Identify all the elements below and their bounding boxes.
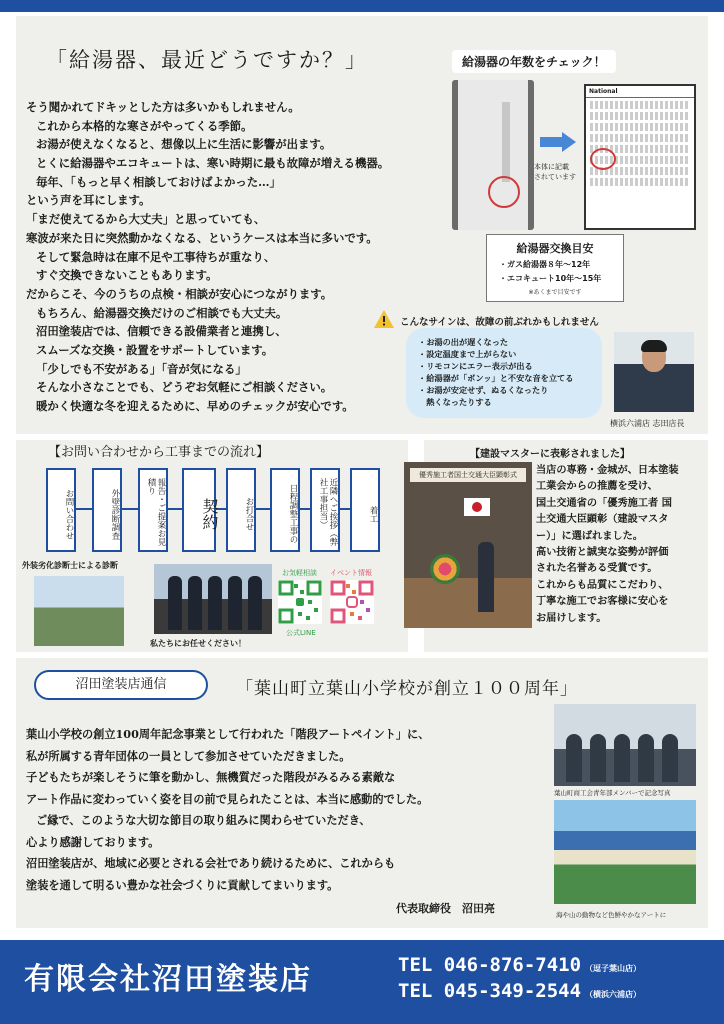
master-line: 高い技術と誠実な姿勢が評価 (536, 546, 669, 559)
stair-art-photo (554, 800, 696, 904)
staff-caption: 横浜六浦店 志田店長 (610, 419, 685, 428)
school-line: 葉山小学校の創立100周年記念事業として行われた「階段アートペイント」に、 (26, 727, 430, 741)
qr-line-top-label: お気軽相談 (282, 569, 317, 577)
school-line: 沼田塗装店が、地域に必要とされる会社であり続けるために、これからも (26, 856, 396, 870)
award-banner: 優秀施工者国土交通大臣顕彰式 (410, 468, 526, 482)
group-photo-caption: 葉山町商工会青年部メンバーで記念写真 (554, 789, 671, 797)
group-member (614, 734, 630, 782)
intro-line: すぐ交換できないこともあります。 (36, 268, 218, 283)
flow-step: 外壁診断調査 (92, 468, 122, 552)
sign-item: ・給湯器が「ボンッ」と不安な音を立てる (418, 373, 574, 383)
label-row (590, 178, 690, 186)
phone-yokohama[interactable] (398, 980, 641, 1002)
flow-step: 近隣へご挨拶（弊社工事担当） (310, 468, 340, 552)
group-member (638, 734, 654, 782)
label-brand: National (586, 86, 694, 98)
highlight-circle (590, 148, 616, 170)
intro-line: 寒波が来た日に突然動かなくなる、というケースは本当に多いです。 (26, 230, 378, 245)
phone-number[interactable]: TEL 045-349-2544 (398, 980, 582, 1002)
intro-line: スムーズな交換・設置をサポートしています。 (36, 342, 274, 357)
team-member (208, 576, 222, 630)
rating-label-photo (584, 84, 696, 230)
arrow-right-icon (540, 132, 576, 152)
phone-zushi[interactable] (398, 954, 641, 976)
guide-item: ・ガス給湯器８年〜12年 (499, 260, 591, 269)
group-member (662, 734, 678, 782)
qr-line-bottom-label: 公式LINE (286, 629, 316, 637)
footer (0, 940, 724, 1024)
team-member (188, 576, 202, 630)
signs-list (406, 328, 602, 418)
school-line: 私が所属する青年団体の一員として参加させていただきました。 (26, 748, 351, 763)
top-accent-bar (0, 0, 724, 12)
master-line: お届けします。 (536, 611, 607, 624)
staff-photo (614, 332, 694, 412)
replacement-guide (486, 234, 624, 302)
team-member (228, 576, 242, 630)
warning-icon (374, 310, 394, 328)
staff-hair (641, 340, 667, 352)
signature: 代表取締役 沼田亮 (396, 902, 495, 915)
intro-line: 「まだ使えてるから大丈夫」と思っていても、 (26, 212, 266, 227)
label-row (590, 101, 690, 109)
team-caption: 私たちにお任せください！ (150, 638, 246, 648)
flower-arrangement (430, 554, 460, 584)
group-member (590, 734, 606, 782)
label-row (590, 134, 690, 142)
school-title: 「葉山町立葉山小学校が創立１００周年」 (236, 679, 578, 699)
flow-step: 契約 (182, 468, 216, 552)
guide-title: 給湯器交換目安 (516, 242, 594, 255)
team-photo (154, 564, 272, 634)
diagnosis-photo (34, 576, 124, 646)
sign-item: ・お湯の出が遅くなった (418, 337, 509, 347)
sign-item: ・リモコンにエラー表示が出る (418, 361, 533, 371)
school-line: 心より感謝しております。 (26, 834, 160, 849)
intro-line: もちろん、給湯器交換だけのご相談でも大丈夫。 (36, 305, 288, 320)
award-photo (404, 462, 532, 628)
arrow-note: 本体に記載 されています (534, 163, 576, 181)
group-member (566, 734, 582, 782)
award-recipient (478, 542, 494, 612)
flow-step: 報告・ご提案お見積り (138, 468, 168, 552)
master-line: 国土交通省の「優秀施工者 国 (536, 496, 672, 509)
label-row (590, 123, 690, 131)
school-line: 子どもたちが楽しそうに筆を動かし、無機質だった階段がみるみる素敵な (26, 770, 396, 784)
tsushin-label: 沼田塗装店通信 (34, 670, 208, 700)
school-line: アート作品に変わっていく姿を目の前で見られたことは、本当に感動的でした。 (26, 791, 429, 806)
highlight-circle (488, 176, 520, 208)
flow-title: 【お問い合わせから工事までの流れ】 (48, 445, 270, 460)
master-line: された名誉ある受賞です。 (536, 562, 658, 575)
school-line: 塗装を通して明るい豊かな社会づくりに貢献してまいります。 (26, 877, 339, 892)
intro-line: 沼田塗装店では、信頼できる設備業者と連携し、 (36, 324, 287, 339)
intro-line: だからこそ、今のうちの点検・相談が安心につながります。 (26, 286, 333, 301)
intro-line: そう聞かれてドキッとした方は多いかもしれません。 (26, 100, 300, 114)
guide-note: ※あくまで目安です (528, 289, 582, 296)
master-line: ー）」に選ばれました。 (536, 529, 643, 542)
intro-body (26, 98, 436, 416)
heater-panel (502, 102, 510, 182)
label-row (590, 112, 690, 120)
group-photo (554, 704, 696, 786)
intro-line: という声を耳にします。 (26, 193, 151, 208)
stair-art-caption: 海や山の動物など色鮮やかなアートに (556, 911, 667, 919)
intro-line: これから本格的な寒さがやってくる季節。 (36, 118, 253, 133)
branch-tag: （横浜六浦店） (585, 990, 642, 999)
flow-steps (46, 468, 380, 552)
master-line: 土交通大臣顕彰（建設マスタ (536, 513, 669, 526)
master-body (536, 462, 704, 626)
phone-number[interactable]: TEL 046-876-7410 (398, 954, 582, 976)
intro-line: 「少しでも不安がある」「音が気になる」 (36, 361, 247, 376)
water-heater-photo (452, 80, 534, 230)
branch-tag: （逗子葉山店） (585, 964, 642, 973)
team-member (168, 576, 182, 630)
intro-line: そんな小さなことでも、どうぞお気軽にご相談ください。 (36, 380, 333, 395)
intro-line: そして緊急時は在庫不足や工事待ちが重なり、 (36, 249, 276, 264)
sign-item: ・お湯が安定せず、ぬるくなったり (418, 385, 549, 395)
intro-line: とくに給湯器やエコキュートは、寒い時期に最も故障が増える機器。 (36, 156, 390, 171)
master-line: 丁寧な施工でお客様に安心を (536, 595, 669, 608)
master-line: 当店の専務・金城が、日本塗装 (536, 464, 679, 476)
guide-item: ・エコキュート10年〜15年 (499, 274, 602, 283)
signs-title: こんなサインは、故障の前ぶれかもしれません (400, 317, 599, 328)
check-age-badge: 給湯器の年数をチェック！ (452, 50, 616, 73)
master-title: 【建設マスターに表彰されました】 (470, 449, 630, 460)
japan-flag-icon (464, 498, 490, 516)
intro-title: 「給湯器、最近どうですか？」 (46, 48, 368, 72)
line-qr-icon[interactable] (278, 580, 322, 624)
flow-step: 日程調整工事の (270, 468, 300, 552)
flow-step: お問い合わせ (46, 468, 76, 552)
team-member (248, 576, 262, 630)
school-line: ご縁で、このような大切な節目の取り組みに関わらせていただき、 (36, 813, 371, 827)
qr-insta-top-label: イベント情報 (330, 569, 372, 577)
intro-line: 暖かく快適な冬を迎えるために、早めのチェックが安心です。 (36, 399, 354, 413)
intro-line: 毎年、「もっと早く相談しておけばよかった…」 (36, 174, 281, 189)
flow-step: 着工 (350, 468, 380, 552)
master-line: 工業会からの推薦を受け、 (536, 480, 658, 493)
flow-step: お打合せ (226, 468, 256, 552)
instagram-qr-icon[interactable] (330, 580, 374, 624)
sign-item: 熱くなったりする (418, 397, 492, 407)
sign-item: ・設定温度まで上がらない (418, 349, 517, 359)
company-name: 有限会社沼田塗装店 (24, 962, 312, 997)
intro-line: お湯が使えなくなると、想像以上に生活に影響が出ます。 (36, 137, 332, 152)
school-body (26, 724, 546, 896)
diagnosis-caption: 外装劣化診断士による診断 (22, 560, 118, 570)
master-line: これからも品質にこだわり、 (536, 578, 669, 591)
